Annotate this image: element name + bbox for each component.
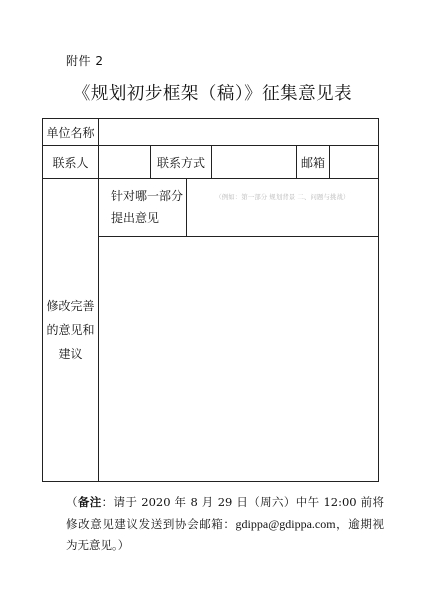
target-part-line2: 提出意见 [111,211,160,226]
email-label: 邮箱 [297,146,330,179]
target-part-line1: 针对哪一部分 [111,189,184,204]
feedback-content-field[interactable] [99,236,378,481]
contact-method-field[interactable] [212,146,297,179]
unit-name-label: 单位名称 [43,119,99,146]
feedback-label-line1: 修改完善 [46,299,95,313]
feedback-row [43,179,379,482]
email-field[interactable] [330,146,379,179]
page-title: 《规划初步框架（稿）》征集意见表 [72,84,353,104]
note-text-before-email: ：请于 2020 年 8 月 29 日（周六）中午 12:00 前将修改意见建议发送到协会邮箱： [66,495,385,531]
feedback-inner-table [99,179,378,481]
note-label: 备注 [77,495,102,509]
feedback-area [99,179,379,482]
feedback-label-line2: 的意见和 [46,323,95,337]
note-prefix: （ [66,495,78,509]
attachment-label: 附件 2 [66,54,104,68]
target-part-label [99,179,186,236]
feedback-form-table [42,118,379,482]
feedback-label-line3: 建议 [58,347,83,361]
target-part-field[interactable] [186,179,378,236]
contact-person-field[interactable] [99,146,151,179]
target-part-example: （例如：第一部分 规划背景 二、问题与挑战） [215,192,350,201]
contact-method-label: 联系方式 [151,146,212,179]
unit-name-field[interactable] [99,119,379,146]
contact-row [43,146,379,179]
unit-name-row [43,119,379,146]
contact-email-text: gdippa@gdippa.com [235,516,336,531]
note-text-after-email: ，逾期视为无意见。） [66,516,384,552]
submission-note [66,492,384,557]
feedback-label [43,179,99,482]
contact-person-label: 联系人 [43,146,99,179]
